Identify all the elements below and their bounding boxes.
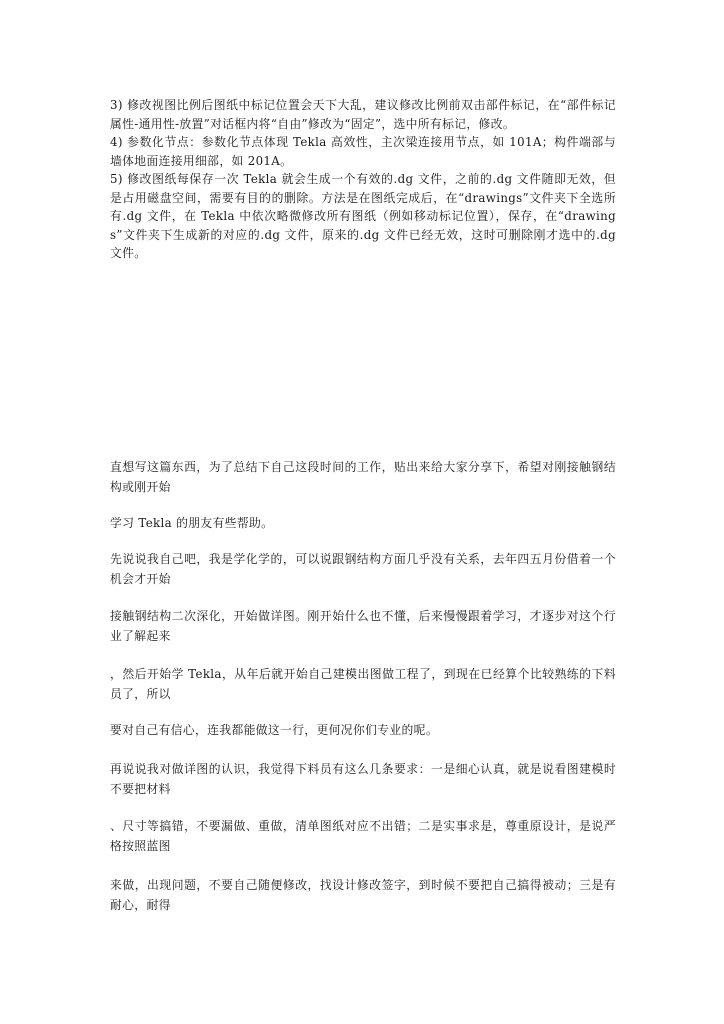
body-paragraph: 学习 Tekla 的朋友有些帮助。	[110, 516, 274, 530]
body-paragraph: 要对自己有信心，连我都能做这一行，更何况你们专业的呢。	[110, 723, 438, 737]
tip-item: 3) 修改视图比例后图纸中标记位置会天下大乱，建议修改比例前双击部件标记，在“部件标记属性-通用性-放置”对话框内将“自由”修改为“固定”，选中所有标记，修改。	[110, 98, 616, 131]
body-paragraph: 接触钢结构二次深化，开始做详图。刚开始什么也不懂，后来慢慢跟着学习，才逐步对这个行业了解起来	[110, 609, 616, 643]
tip-item: 5) 修改图纸每保存一次 Tekla 就会生成一个有效的.dg 文件，之前的.dg 文件随即无效，但是占用磁盘空间，需要有目的的删除。方法是在图纸完成后，在“drawings”文件夹下全选所有.dg 文件，在 Tekla 中依次略微修改所有图纸（例如移动标记位置），保存，在“drawings”文件夹下生成新的对应的.dg 文件，原来的.dg 文件已经无效，这时可删除刚才选中的.dg 文件。	[110, 172, 616, 260]
body-paragraph: 、尺寸等搞错，不要漏做、重做，清单图纸对应不出错；二是实事求是，尊重原设计，是说严格按照蓝图	[110, 819, 616, 853]
tip-item: 4) 参数化节点：参数化节点体现 Tekla 高效性，主次梁连接用节点，如 101A；构件端部与墙体地面连接用细部，如 201A。	[110, 135, 616, 168]
body-paragraph: ，然后开始学 Tekla，从年后就开始自己建模出图做工程了，到现在已经算个比较熟练的下料员了，所以	[110, 667, 616, 701]
body-paragraph: 直想写这篇东西，为了总结下自己这段时间的工作，贴出来给大家分享下，希望对刚接触钢结构或刚开始	[110, 460, 616, 494]
body-paragraph: 再说说我对做详图的认识，我觉得下料员有这么几条要求：一是细心认真，就是说看图建模时不要把材料	[110, 762, 616, 796]
body-paragraph: 来做，出现问题，不要自己随便修改，找设计修改签字，到时候不要把自己搞得被动；三是有耐心，耐得	[110, 878, 616, 912]
body-paragraph: 先说说我自己吧，我是学化学的，可以说跟钢结构方面几乎没有关系，去年四五月份借着一个机会才开始	[110, 552, 616, 586]
